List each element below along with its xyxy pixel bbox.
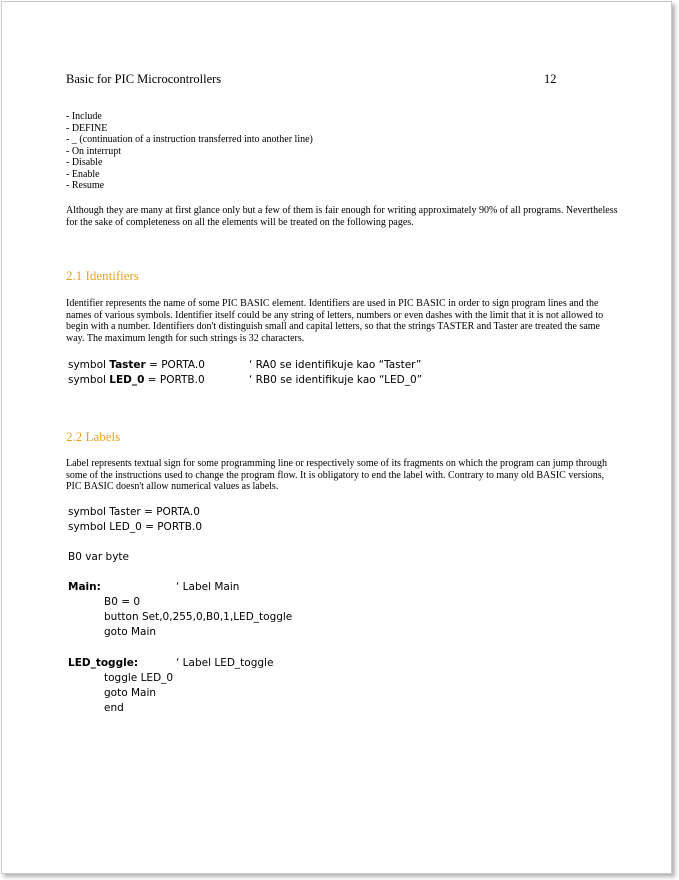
code-comment-main: ‘ Label Main [176, 581, 240, 593]
code-line-var: B0 var byte [68, 551, 129, 563]
identifiers-code-comment: ‘ RA0 se identifikuje kao “Taster” [249, 359, 422, 371]
list-item: - _ (continuation of a instruction transferred into another line) [66, 134, 313, 145]
header-title: Basic for PIC Microcontrollers [66, 72, 222, 86]
identifiers-code-comment: ‘ RB0 se identifikuje kao “LED_0” [249, 374, 423, 386]
section-heading-labels: 2.2 Labels [66, 429, 121, 444]
main-body [104, 595, 292, 641]
code-line: goto Main [104, 626, 157, 639]
list-item: - On interrupt [66, 145, 121, 157]
identifiers-code-line: symbol LED_0 = PORTB.0 [68, 374, 205, 386]
code-line: symbol LED_0 = PORTB.0 [68, 521, 202, 534]
labels-code-symbols [68, 505, 202, 535]
identifiers-code-line: symbol Taster = PORTA.0 [68, 359, 205, 371]
code-line: button Set,0,255,0,B0,1,LED_toggle [104, 611, 293, 624]
list-item: - Resume [66, 180, 105, 191]
code-comment-led-toggle: ‘ Label LED_toggle [176, 657, 274, 669]
instruction-list [66, 111, 313, 192]
code-line: end [104, 702, 124, 715]
list-item: - DEFINE [66, 122, 108, 134]
list-item: - Enable [66, 168, 100, 180]
code-label-led-toggle: LED_toggle: [68, 657, 139, 669]
code-line: goto Main [104, 687, 157, 700]
code-line: toggle LED_0 [104, 672, 174, 684]
code-line: B0 = 0 [104, 596, 141, 608]
document-page [1, 1, 672, 874]
list-item: - Include [66, 111, 102, 122]
intro-paragraph: Although they are many at first glance only but a few of them is fair enough for writing approximately 90% of all programs. Nevertheless for the sake of completeness on all the elements will be treated on the following pages. [66, 205, 618, 228]
identifiers-paragraph: Identifier represents the name of some PIC BASIC element. Identifiers are used in PIC BASIC in order to sign program lines and the names of various symbols. Identifier itself could be any string of letters, numbers or even dashes with the limit that it is not allowed to begin with a number. Identifiers don't distinguish small and capital letters, so that the strings TASTER and Taster are treated the same way. The maximum length for such strings is 32 characters. [66, 298, 604, 344]
code-label-main: Main: [68, 581, 101, 593]
led-toggle-body [104, 671, 173, 717]
labels-paragraph: Label represents textual sign for some programming line or respectively some of its fragments on which the program can jump through some of the instructions used to change the program flow. It is obligatory to end the label with. Contrary to many old BASIC versions, PIC BASIC doesn't allow numerical values as labels. [66, 458, 607, 492]
page-number: 12 [544, 72, 557, 86]
list-item: - Disable [66, 157, 103, 168]
section-heading-identifiers: 2.1 Identifiers [66, 268, 139, 283]
code-line: symbol Taster = PORTA.0 [68, 506, 200, 518]
